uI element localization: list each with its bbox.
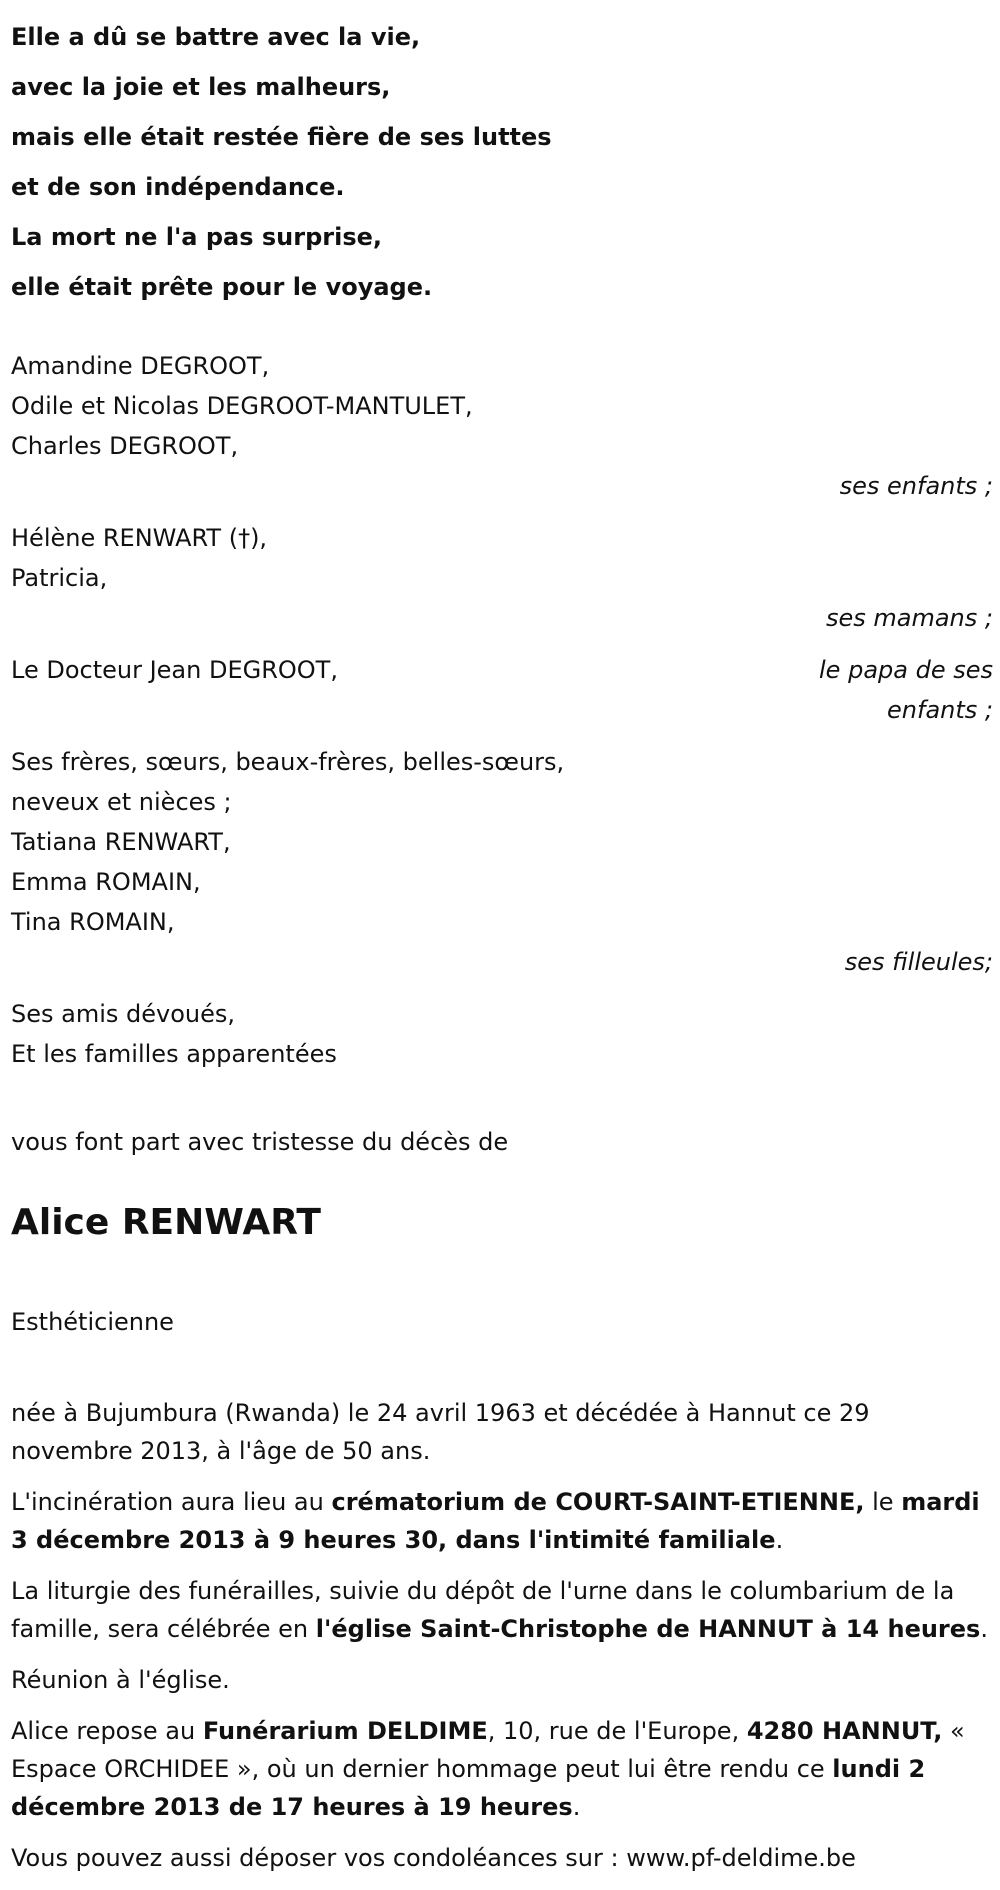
relation-label: ses enfants ; bbox=[839, 472, 993, 500]
cremation-datetime: mardi 3 décembre 2013 à 9 heures 30, dans l'intimité familiale bbox=[11, 1488, 980, 1554]
poem-line: elle était prête pour le voyage. bbox=[11, 273, 433, 301]
poem-line: avec la joie et les malheurs, bbox=[11, 73, 391, 101]
funerarium-name: Funérarium DELDIME bbox=[202, 1717, 488, 1745]
funeral-details bbox=[11, 1394, 993, 1877]
family-member: Tina ROMAIN, bbox=[11, 908, 175, 936]
text-segment: , 10, rue de l'Europe, bbox=[487, 1717, 747, 1745]
birth-death-paragraph: née à Bujumbura (Rwanda) le 24 avril 1963 et décédée à Hannut ce 29 novembre 2013, à l'âge de 50 ans. bbox=[11, 1399, 870, 1465]
reunion-paragraph: Réunion à l'église. bbox=[11, 1666, 230, 1694]
family-group-mothers bbox=[11, 518, 993, 638]
text-segment: Alice repose au bbox=[11, 1717, 203, 1745]
relation-line: le papa de ses bbox=[819, 656, 993, 684]
relation-label bbox=[819, 650, 993, 730]
text-segment: . bbox=[775, 1526, 784, 1554]
text-segment: le bbox=[864, 1488, 902, 1516]
family-group-father bbox=[11, 650, 993, 730]
poem-line: mais elle était restée fière de ses luttes bbox=[11, 123, 552, 151]
cremation-paragraph bbox=[11, 1483, 993, 1559]
text-segment: « Espace ORCHIDEE », où un dernier hommage peut lui être rendu ce bbox=[11, 1717, 965, 1783]
family-member: Et les familles apparentées bbox=[11, 1040, 337, 1068]
family-member: Odile et Nicolas DEGROOT-MANTULET, bbox=[11, 392, 473, 420]
text-segment: L'incinération aura lieu au bbox=[11, 1488, 332, 1516]
text-segment: . bbox=[980, 1615, 988, 1643]
funerarium-city: 4280 HANNUT, bbox=[746, 1717, 943, 1745]
poem-line: La mort ne l'a pas surprise, bbox=[11, 223, 382, 251]
family-member: Ses frères, sœurs, beaux-frères, belles-sœurs, bbox=[11, 748, 565, 776]
family-member: Amandine DEGROOT, bbox=[11, 352, 270, 380]
family-member: Patricia, bbox=[11, 564, 108, 592]
family-member: Le Docteur Jean DEGROOT, bbox=[11, 656, 338, 684]
family-member: Emma ROMAIN, bbox=[11, 868, 201, 896]
crematorium-name: crématorium de COURT-SAINT-ETIENNE, bbox=[331, 1488, 865, 1516]
family-member: Hélène RENWART (†), bbox=[11, 524, 268, 552]
liturgy-paragraph bbox=[11, 1572, 993, 1648]
family-group-goddaughters bbox=[11, 742, 993, 982]
deceased-name: Alice RENWART bbox=[11, 1202, 321, 1243]
text-segment: . bbox=[572, 1793, 581, 1821]
text-segment: La liturgie des funérailles, suivie du dépôt de l'urne dans le columbarium de la famille, sera célébrée en bbox=[11, 1577, 955, 1643]
family-group-friends bbox=[11, 994, 993, 1074]
relation-line: enfants ; bbox=[887, 696, 993, 724]
condolences-paragraph: Vous pouvez aussi déposer vos condoléances sur : www.pf-deldime.be bbox=[11, 1844, 856, 1872]
family-member: neveux et nièces ; bbox=[11, 788, 232, 816]
family-group-children bbox=[11, 346, 993, 506]
poem-line: et de son indépendance. bbox=[11, 173, 345, 201]
poem bbox=[11, 12, 993, 312]
poem-line: Elle a dû se battre avec la vie, bbox=[11, 23, 421, 51]
family-member: Charles DEGROOT, bbox=[11, 432, 239, 460]
family-member: Tatiana RENWART, bbox=[11, 828, 231, 856]
relation-label: ses filleules; bbox=[844, 948, 993, 976]
relation-label: ses mamans ; bbox=[825, 604, 993, 632]
announcement-intro: vous font part avec tristesse du décès de bbox=[11, 1128, 509, 1156]
church-name-time: l'église Saint-Christophe de HANNUT à 14 heures bbox=[315, 1615, 981, 1643]
family-member: Ses amis dévoués, bbox=[11, 1000, 236, 1028]
deceased-profession: Esthéticienne bbox=[11, 1308, 174, 1336]
family-list bbox=[11, 346, 993, 1074]
obituary-page bbox=[11, 0, 993, 1890]
visitation-datetime: lundi 2 décembre 2013 de 17 heures à 19 heures bbox=[11, 1755, 926, 1821]
funerarium-paragraph bbox=[11, 1712, 993, 1826]
